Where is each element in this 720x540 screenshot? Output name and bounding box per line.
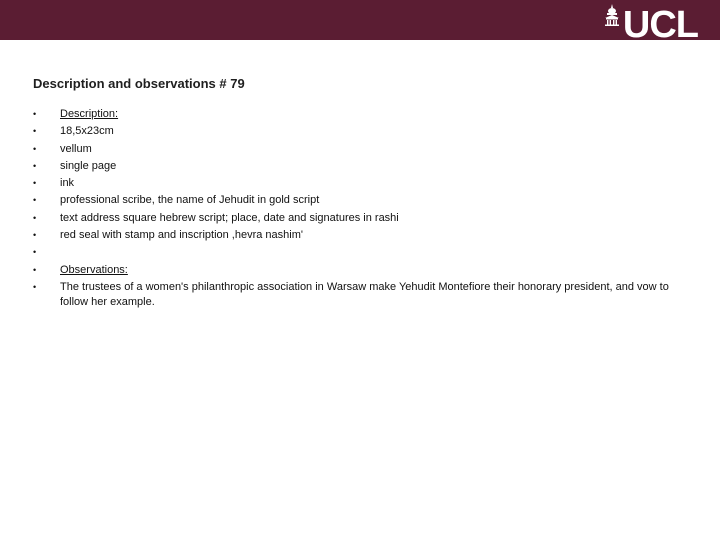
list-item-text: ink (60, 177, 75, 190)
list-item (33, 106, 693, 123)
bullet-marker: • (33, 160, 37, 171)
list-item (33, 123, 693, 140)
page-title: Description and observations # 79 (33, 76, 245, 91)
list-item (33, 279, 693, 310)
header-bar (0, 0, 720, 40)
bullet-list (33, 106, 693, 310)
ucl-portico-icon (605, 4, 619, 26)
bullet-marker: • (33, 281, 37, 292)
list-item (33, 227, 693, 244)
bullet-marker: • (33, 109, 37, 119)
list-item-text: Description: (60, 108, 119, 120)
list-item (33, 158, 693, 175)
bullet-marker: • (33, 126, 37, 137)
bullet-marker: • (33, 212, 37, 223)
logo-text: UCL (622, 10, 698, 40)
list-item (33, 262, 693, 279)
bullet-marker: • (33, 247, 37, 258)
list-item-text: The trustees of a women's philanthropic association in Warsaw make Yehudit Montefiore their honorary president, and vow to follow her example. (60, 280, 669, 308)
list-item (33, 244, 693, 261)
list-item (33, 210, 693, 227)
bullet-marker: • (33, 178, 37, 189)
list-item-text: professional scribe, the name of Jehudit in gold script (60, 194, 320, 207)
list-item-text: vellum (60, 142, 92, 155)
bullet-marker: • (33, 264, 37, 275)
list-item-text: Observations: (60, 263, 128, 276)
list-item-text: 18,5x23cm (60, 125, 114, 138)
list-item (33, 141, 693, 158)
list-item-text (60, 244, 693, 245)
ucl-logo (605, 6, 698, 40)
bullet-marker: • (33, 230, 37, 241)
bullet-marker: • (33, 143, 37, 154)
list-item (33, 192, 693, 209)
list-item-text: red seal with stamp and inscription ,hevra nashim' (60, 229, 303, 242)
list-item-text: text address square hebrew script; place, date and signatures in rashi (60, 211, 399, 224)
list-item-text: single page (60, 159, 117, 172)
bullet-marker: • (33, 195, 37, 206)
list-item (33, 175, 693, 192)
